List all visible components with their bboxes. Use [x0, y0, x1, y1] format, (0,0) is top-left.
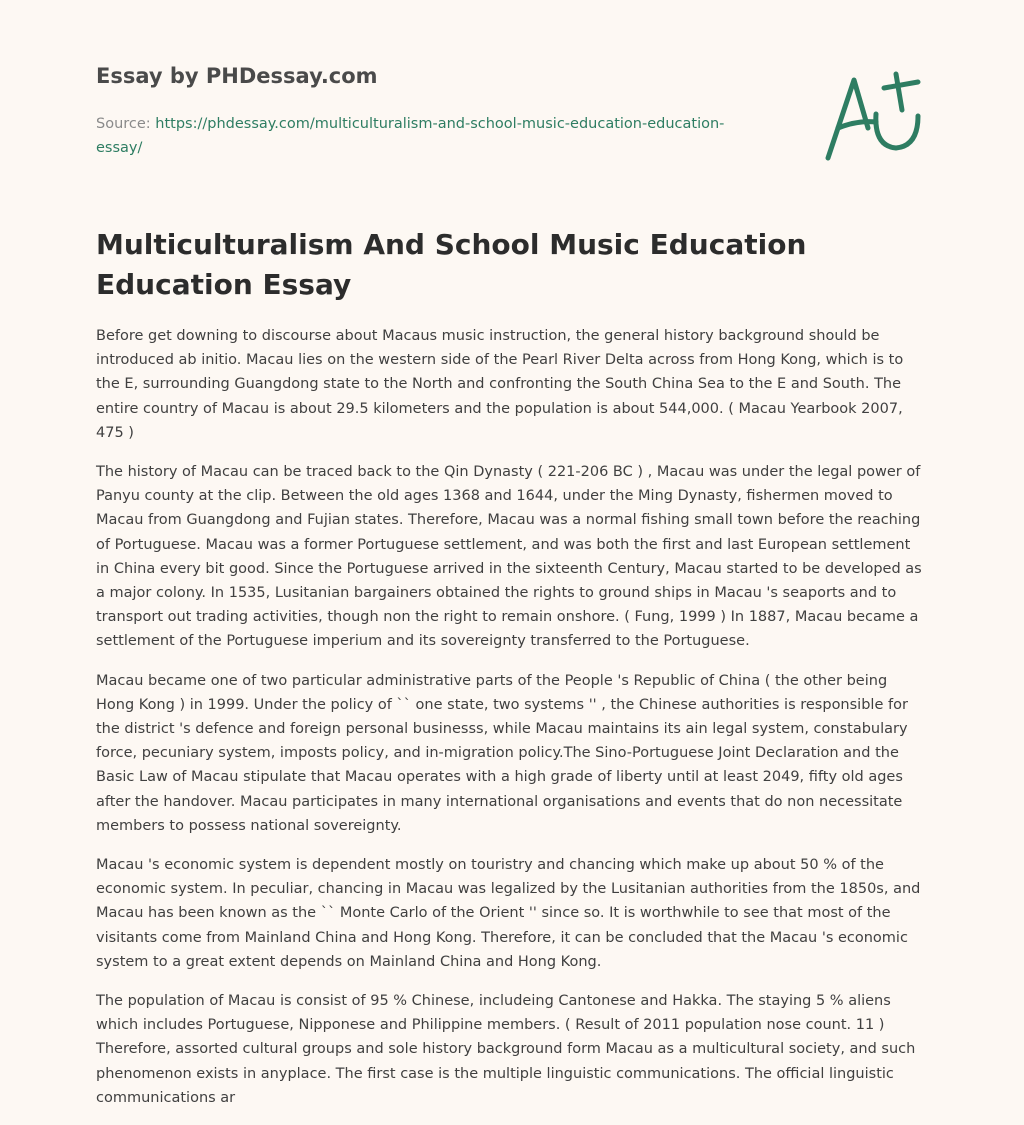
- site-title: Essay by PHDessay.com: [96, 64, 378, 88]
- essay-body: [96, 324, 928, 1125]
- source-link[interactable]: https://phdessay.com/multiculturalism-and-school-music-education-education-essay/: [96, 116, 725, 156]
- a-plus-logo-icon: [818, 66, 930, 166]
- essay-title: Multiculturalism And School Music Education Education Essay: [96, 228, 807, 301]
- paragraph: The population of Macau is consist of 95 % Chinese, includeing Cantonese and Hakka. The staying 5 % aliens which includes Portuguese, Nipponese and Philippine members. ( Result of 2011 population nose count. 11 ) Therefore, assorted cultural groups and sole history background form Macau as a multicultural society, and such phenomenon exists in anyplace. The first case is the multiple linguistic communications. The official linguistic communications ar: [96, 993, 916, 1106]
- paragraph: Before get downing to discourse about Macaus music instruction, the general history background should be introduced ab initio. Macau lies on the western side of the Pearl River Delta across from Hong Kong, which is to the E, surrounding Guangdong state to the North and confronting the South China Sea to the E and South. The entire country of Macau is about 29.5 kilometers and the population is about 544,000. ( Macau Yearbook 2007, 475 ): [96, 328, 904, 441]
- paragraph: The history of Macau can be traced back to the Qin Dynasty ( 221-206 BC ) , Macau was under the legal power of Panyu county at the clip. Between the old ages 1368 and 1644, under the Ming Dynasty, fishermen moved to Macau from Guangdong and Fujian states. Therefore, Macau was a normal fishing small town before the reaching of Portuguese. Macau was a former Portuguese settlement, and was both the first and last European settlement in China every bit good. Since the Portuguese arrived in the sixteenth Century, Macau started to be developed as a major colony. In 1535, Lusitanian bargainers obtained the rights to ground ships in Macau 's seaports and to transport out trading activities, though non the right to remain onshore. ( Fung, 1999 ) In 1887, Macau became a settlement of the Portuguese imperium and its sovereignty transferred to the Portuguese.: [96, 464, 922, 650]
- paragraph: Macau 's economic system is dependent mostly on touristry and chancing which make up about 50 % of the economic system. In peculiar, chancing in Macau was legalized by the Lusitanian authorities from the 1850s, and Macau has been known as the `` Monte Carlo of the Orient '' since so. It is worthwhile to see that most of the visitants come from Mainland China and Hong Kong. Therefore, it can be concluded that the Macau 's economic system to a great extent depends on Mainland China and Hong Kong.: [96, 857, 921, 970]
- paragraph: Macau became one of two particular administrative parts of the People 's Republic of China ( the other being Hong Kong ) in 1999. Under the policy of `` one state, two systems '' , the Chinese authorities is responsible for the district 's defence and foreign personal businesss, while Macau maintains its ain legal system, constabulary force, pecuniary system, imposts policy, and in-migration policy.The Sino-Portuguese Joint Declaration and the Basic Law of Macau stipulate that Macau operates with a high grade of liberty until at least 2049, fifty old ages after the handover. Macau participates in many international organisations and events that do non necessitate members to possess national sovereignty.: [96, 672, 908, 834]
- source-label: Source:: [96, 116, 151, 132]
- source-line: [96, 112, 756, 160]
